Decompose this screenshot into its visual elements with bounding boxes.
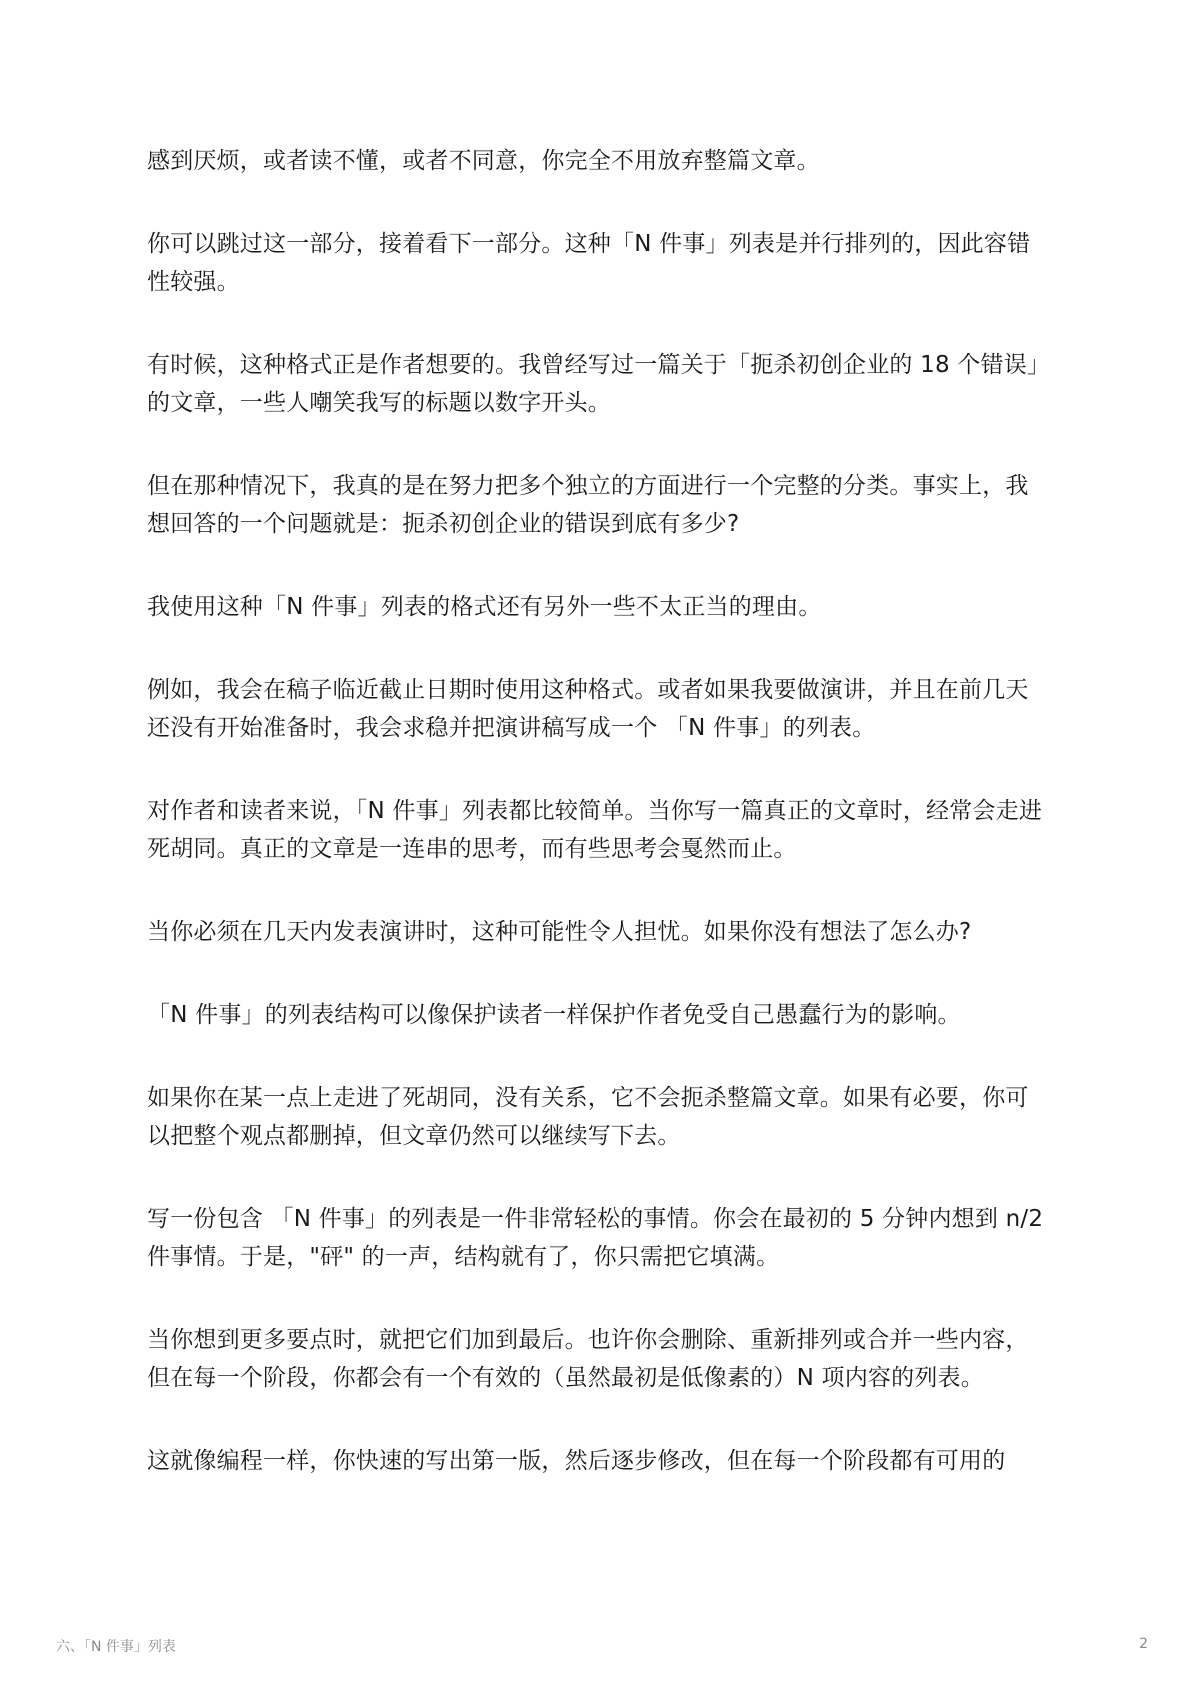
body-text xyxy=(147,142,1047,1525)
chapter-title: 六、「N 件事」列表 xyxy=(56,1639,176,1655)
paragraph-6: 例如，我会在稿子临近截止日期时使用这种格式。或者如果我要做演讲，并且在前几天还没有开始准备时，我会求稳并把演讲稿写成一个 「N 件事」的列表。 xyxy=(147,677,1029,741)
paragraph-4: 但在那种情况下，我真的是在努力把多个独立的方面进行一个完整的分类。事实上，我想回答的一个问题就是：扼杀初创企业的错误到底有多少? xyxy=(147,473,1029,537)
page-number: 2 xyxy=(1139,1636,1148,1652)
paragraph-9: 「N 件事」的列表结构可以像保护读者一样保护作者免受自己愚蠢行为的影响。 xyxy=(147,1002,961,1028)
paragraph-8: 当你必须在几天内发表演讲时，这种可能性令人担忧。如果你没有想法了怎么办? xyxy=(147,919,972,945)
paragraph-2: 你可以跳过这一部分，接着看下一部分。这种「N 件事」列表是并行排列的，因此容错性较强。 xyxy=(147,231,1031,295)
paragraph-12: 当你想到更多要点时，就把它们加到最后。也许你会删除、重新排列或合并一些内容，但在每一个阶段，你都会有一个有效的（虽然最初是低像素的）N 项内容的列表。 xyxy=(147,1327,1029,1391)
paragraph-3: 有时候，这种格式正是作者想要的。我曾经写过一篇关于「扼杀初创企业的 18 个错误」的文章，一些人嘲笑我写的标题以数字开头。 xyxy=(147,352,1039,416)
paragraph-10: 如果你在某一点上走进了死胡同，没有关系，它不会扼杀整篇文章。如果有必要，你可以把整个观点都删掉，但文章仍然可以继续写下去。 xyxy=(147,1085,1029,1149)
paragraph-11: 写一份包含 「N 件事」的列表是一件非常轻松的事情。你会在最初的 5 分钟内想到 n/2 件事情。于是，"砰" 的一声，结构就有了，你只需把它填满。 xyxy=(147,1206,1044,1270)
paragraph-5: 我使用这种「N 件事」列表的格式还有另外一些不太正当的理由。 xyxy=(147,594,822,620)
paragraph-7: 对作者和读者来说，「N 件事」列表都比较简单。当你写一篇真正的文章时，经常会走进死胡同。真正的文章是一连串的思考，而有些思考会戛然而止。 xyxy=(147,798,1043,862)
page-footer xyxy=(0,1636,1200,1656)
paragraph-1: 感到厌烦，或者读不懂，或者不同意，你完全不用放弃整篇文章。 xyxy=(147,148,820,174)
paragraph-13: 这就像编程一样，你快速的写出第一版，然后逐步修改，但在每一个阶段都有可用的 xyxy=(147,1448,1006,1474)
